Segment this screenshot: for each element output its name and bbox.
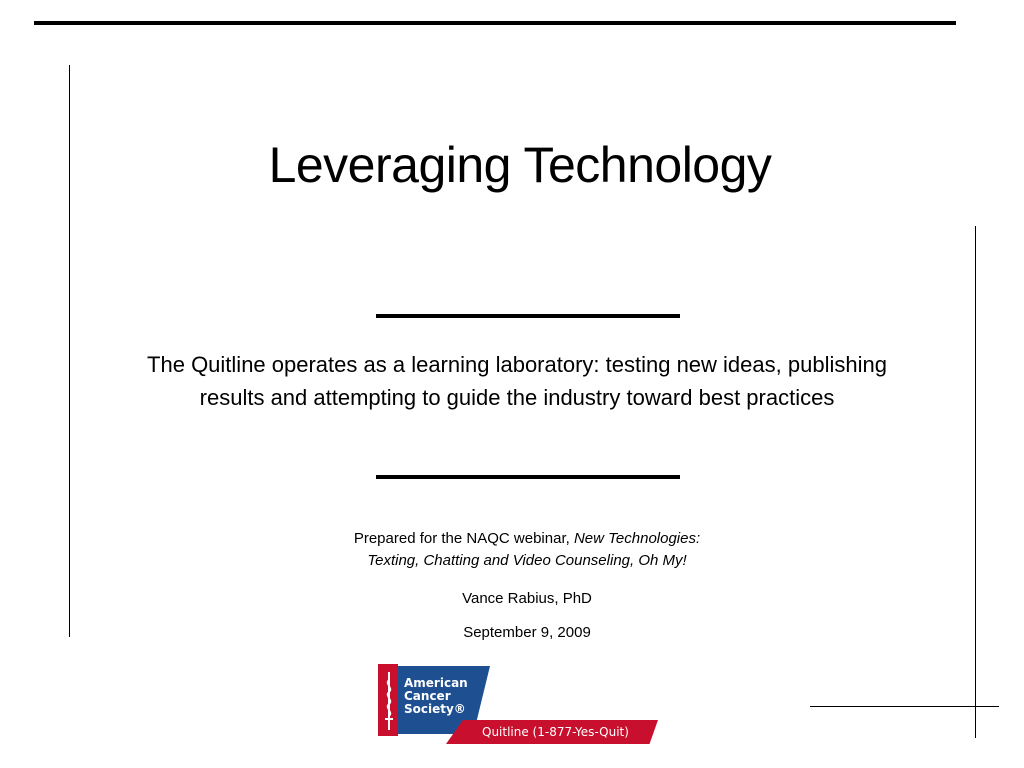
logo-org-line3: Society® bbox=[404, 702, 466, 716]
acs-quitline-logo bbox=[378, 664, 660, 744]
webinar-title-line1: New Technologies: bbox=[573, 530, 701, 547]
presentation-date: September 9, 2009 bbox=[463, 624, 591, 641]
lower-divider bbox=[376, 475, 680, 479]
logo-org-line2: Cancer bbox=[404, 689, 451, 703]
sword-icon bbox=[384, 672, 394, 730]
author: Vance Rabius, PhD bbox=[462, 590, 592, 607]
prepared-for-text bbox=[240, 528, 814, 572]
top-rule bbox=[34, 21, 956, 25]
left-rule bbox=[69, 65, 70, 637]
slide-title: Leveraging Technology bbox=[268, 137, 772, 193]
webinar-title-line2: Texting, Chatting and Video Counseling, Oh My! bbox=[367, 552, 687, 569]
upper-divider bbox=[376, 314, 680, 318]
right-rule bbox=[975, 226, 976, 738]
tagline: The Quitline operates as a learning laboratory: testing new ideas, publishing results and attempting to guide the industry toward best practices bbox=[147, 352, 887, 410]
logo-quitline-text: Quitline (1-877-Yes-Quit) bbox=[482, 725, 629, 739]
prepared-prefix: Prepared for the NAQC webinar, bbox=[353, 530, 574, 547]
corner-rule bbox=[810, 706, 999, 707]
logo-org-line1: American bbox=[404, 676, 468, 690]
logo-org-name bbox=[404, 677, 484, 716]
